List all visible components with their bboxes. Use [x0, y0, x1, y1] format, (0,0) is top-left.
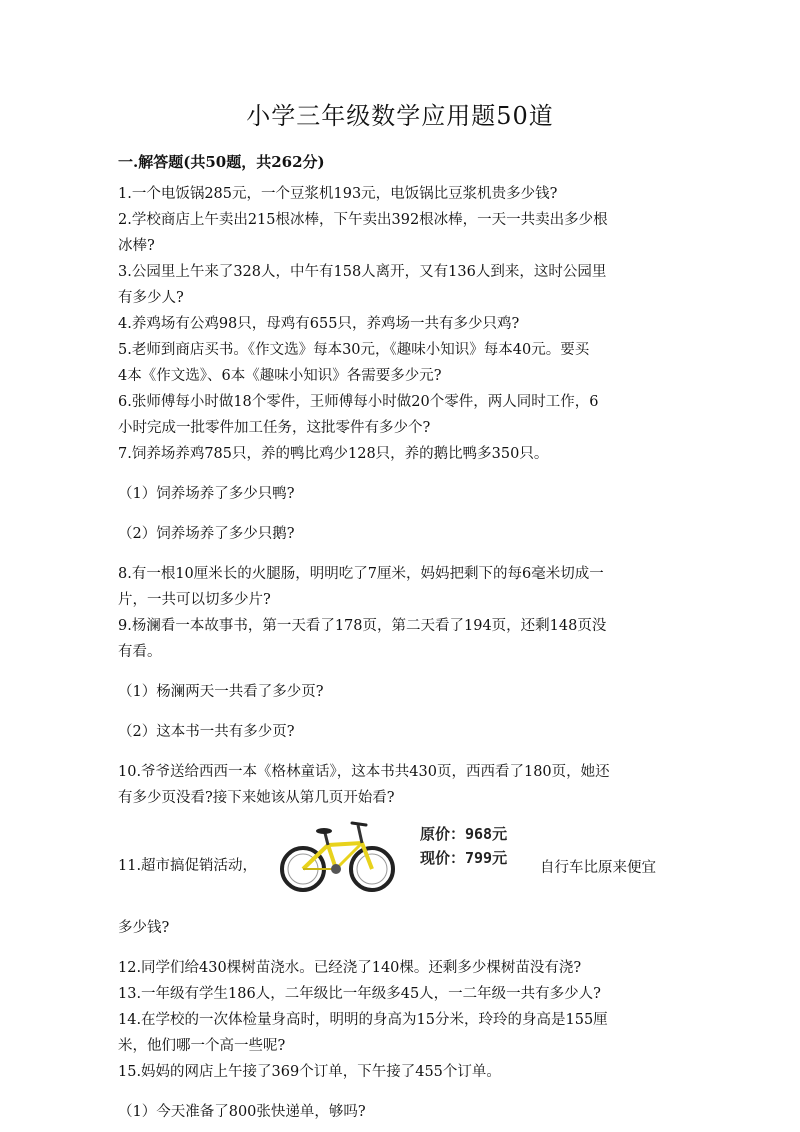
question-15: 15.妈妈的网店上午接了369个订单，下午接了455个订单。 [118, 1064, 501, 1080]
question-2-line-1: 2.学校商店上午卖出215根冰棒，下午卖出392根冰棒，一天一共卖出多少根 [118, 212, 608, 228]
question-11-continuation: 多少钱? [118, 920, 170, 936]
question-7-sub-1: （1）饲养场养了多少只鸭? [118, 486, 295, 502]
question-15-sub-1: （1）今天准备了800张快递单，够吗? [118, 1104, 366, 1120]
question-9-sub-2: （2）这本书一共有多少页? [118, 724, 295, 740]
current-price: 现价：799元 [420, 849, 508, 867]
question-13: 13.一年级有学生186人，二年级比一年级多45人，一二年级一共有多少人? [118, 986, 601, 1002]
question-9-line-1: 9.杨澜看一本故事书，第一天看了178页，第二天看了194页，还剩148页没 [118, 618, 607, 634]
question-8-line-2: 片，一共可以切多少片? [118, 592, 271, 608]
question-8-line-1: 8.有一根10厘米长的火腿肠，明明吃了7厘米，妈妈把剩下的每6毫米切成一 [118, 566, 604, 582]
question-6-line-1: 6.张师傅每小时做18个零件，王师傅每小时做20个零件，两人同时工作，6 [118, 394, 599, 410]
question-11-lead: 11.超市搞促销活动， [118, 858, 258, 874]
question-14-line-1: 14.在学校的一次体检量身高时，明明的身高为15分米，玲玲的身高是155厘 [118, 1012, 608, 1028]
question-10-line-2: 有多少页没看?接下来她该从第几页开始看? [118, 790, 395, 806]
question-14-line-2: 米，他们哪一个高一些呢? [118, 1038, 286, 1054]
question-7-sub-2: （2）饲养场养了多少只鹅? [118, 526, 295, 542]
bicycle-image [276, 811, 401, 897]
question-5-line-2: 4本《作文选》、6本《趣味小知识》各需要多少元? [118, 368, 442, 384]
question-7: 7.饲养场养鸡785只，养的鸭比鸡少128只，养的鹅比鸭多350只。 [118, 446, 549, 462]
question-11 [118, 811, 688, 907]
question-3-line-1: 3.公园里上午来了328人，中午有158人离开，又有136人到来，这时公园里 [118, 264, 607, 280]
question-1: 1.一个电饭锅285元，一个豆浆机193元，电饭锅比豆浆机贵多少钱? [118, 186, 558, 202]
question-9-line-2: 有看。 [118, 644, 162, 660]
question-6-line-2: 小时完成一批零件加工任务，这批零件有多少个? [118, 420, 431, 436]
question-3-line-2: 有多少人? [118, 290, 184, 306]
question-9-sub-1: （1）杨澜两天一共看了多少页? [118, 684, 324, 700]
question-12: 12.同学们给430棵树苗浇水。已经浇了140棵。还剩多少棵树苗没有浇? [118, 960, 582, 976]
question-list [118, 181, 688, 1125]
bicycle-icon [276, 811, 401, 897]
question-4: 4.养鸡场有公鸡98只，母鸡有655只，养鸡场一共有多少只鸡? [118, 316, 520, 332]
question-2-line-2: 冰棒? [118, 238, 155, 254]
page-title: 小学三年级数学应用题50道 [246, 102, 554, 130]
original-price: 原价：968元 [420, 825, 508, 843]
question-5-line-1: 5.老师到商店买书。《作文选》每本30元，《趣味小知识》每本40元。要买 [118, 342, 590, 358]
question-11-tail: 自行车比原来便宜 [540, 860, 656, 876]
question-10-line-1: 10.爷爷送给西西一本《格林童话》，这本书共430页，西西看了180页，她还 [118, 764, 610, 780]
section-heading: 一.解答题(共50题，共262分) [118, 153, 325, 171]
